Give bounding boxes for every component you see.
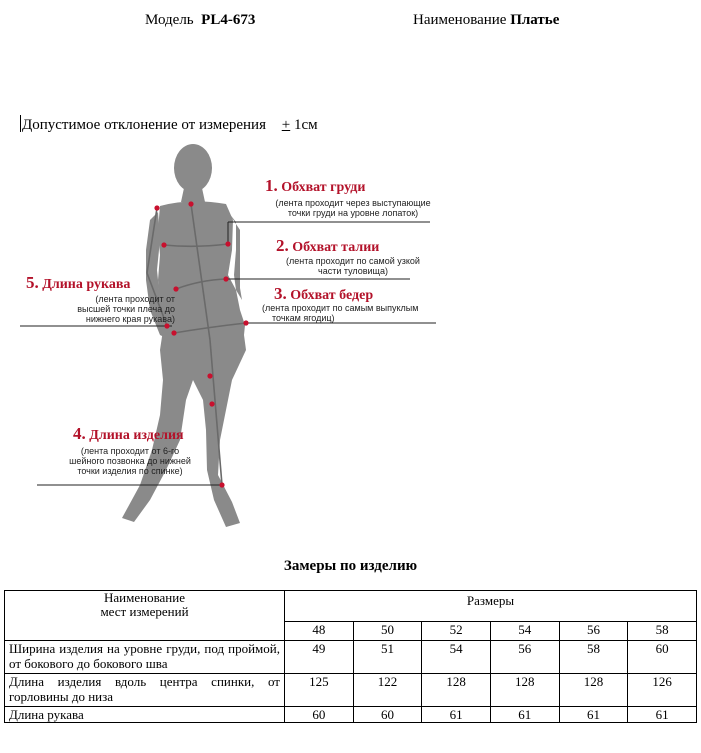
tolerance-line — [20, 115, 318, 134]
table-row — [5, 641, 697, 674]
size-header-cell: 54 — [490, 622, 559, 641]
table-cell: 61 — [422, 707, 491, 723]
note-waist-girth: (лента проходит по самой узкой части туловища) — [286, 256, 420, 276]
note-chest-girth: (лента проходит через выступающие точки груди на уровне лопаток) — [275, 198, 431, 218]
product-name-label: Наименование — [413, 12, 507, 28]
tolerance-value: 1см — [293, 117, 318, 133]
table-cell: 128 — [422, 674, 491, 707]
table-cell: 54 — [422, 641, 491, 674]
row-label: Длина изделия вдоль центра спинки, от горловины до низа — [5, 674, 285, 707]
label-waist-girth: 2. Обхват талии — [276, 236, 380, 255]
table-cell: 61 — [559, 707, 628, 723]
table-cell: 128 — [559, 674, 628, 707]
note-hip-girth: (лента проходит по самым выпуклым точкам ягодиц) — [262, 303, 419, 323]
text-cursor — [20, 115, 21, 132]
table-row — [5, 674, 697, 707]
model-label: Модель — [145, 12, 194, 28]
label-chest-girth: 1. Обхват груди — [265, 176, 366, 195]
table-cell: 61 — [628, 707, 697, 723]
size-header-cell: 48 — [285, 622, 354, 641]
label-hip-girth: 3. Обхват бедер — [274, 284, 374, 303]
size-header-cell: 56 — [559, 622, 628, 641]
table-cell: 126 — [628, 674, 697, 707]
product-name-value: Платье — [510, 12, 560, 28]
note-garment-length: (лента проходит от 6-го шейного позвонка до нижней точки изделия по спинке) — [69, 446, 191, 476]
size-header-cell: 52 — [422, 622, 491, 641]
measurements-table — [4, 590, 697, 723]
table-cell: 58 — [559, 641, 628, 674]
model-value: PL4-673 — [201, 12, 256, 28]
model-line — [145, 12, 255, 29]
table-cell: 51 — [353, 641, 422, 674]
table-cell: 122 — [353, 674, 422, 707]
table-cell: 125 — [285, 674, 354, 707]
product-name-line — [413, 12, 559, 29]
table-cell: 128 — [490, 674, 559, 707]
table-cell: 56 — [490, 641, 559, 674]
label-garment-length: 4. Длина изделия — [73, 424, 184, 443]
table-cell: 60 — [353, 707, 422, 723]
label-sleeve-length: 5. Длина рукава — [26, 273, 131, 292]
table-row — [5, 707, 697, 723]
row-label: Ширина изделия на уровне груди, под проймой, от бокового до бокового шва — [5, 641, 285, 674]
table-cell: 61 — [490, 707, 559, 723]
table-cell: 60 — [628, 641, 697, 674]
table-title: Замеры по изделию — [283, 558, 418, 574]
name-header: Наименование мест измерений — [5, 591, 285, 641]
plus-minus-sign: + — [281, 117, 291, 133]
row-label: Длина рукава — [5, 707, 285, 723]
sizes-header: Размеры — [285, 591, 697, 622]
size-header-cell: 58 — [628, 622, 697, 641]
size-header-cell: 50 — [353, 622, 422, 641]
note-sleeve-length: (лента проходит от высшей точки плеча до нижнего края рукава) — [77, 294, 175, 324]
table-cell: 49 — [285, 641, 354, 674]
table-cell: 60 — [285, 707, 354, 723]
tolerance-text: Допустимое отклонение от измерения — [22, 117, 266, 133]
